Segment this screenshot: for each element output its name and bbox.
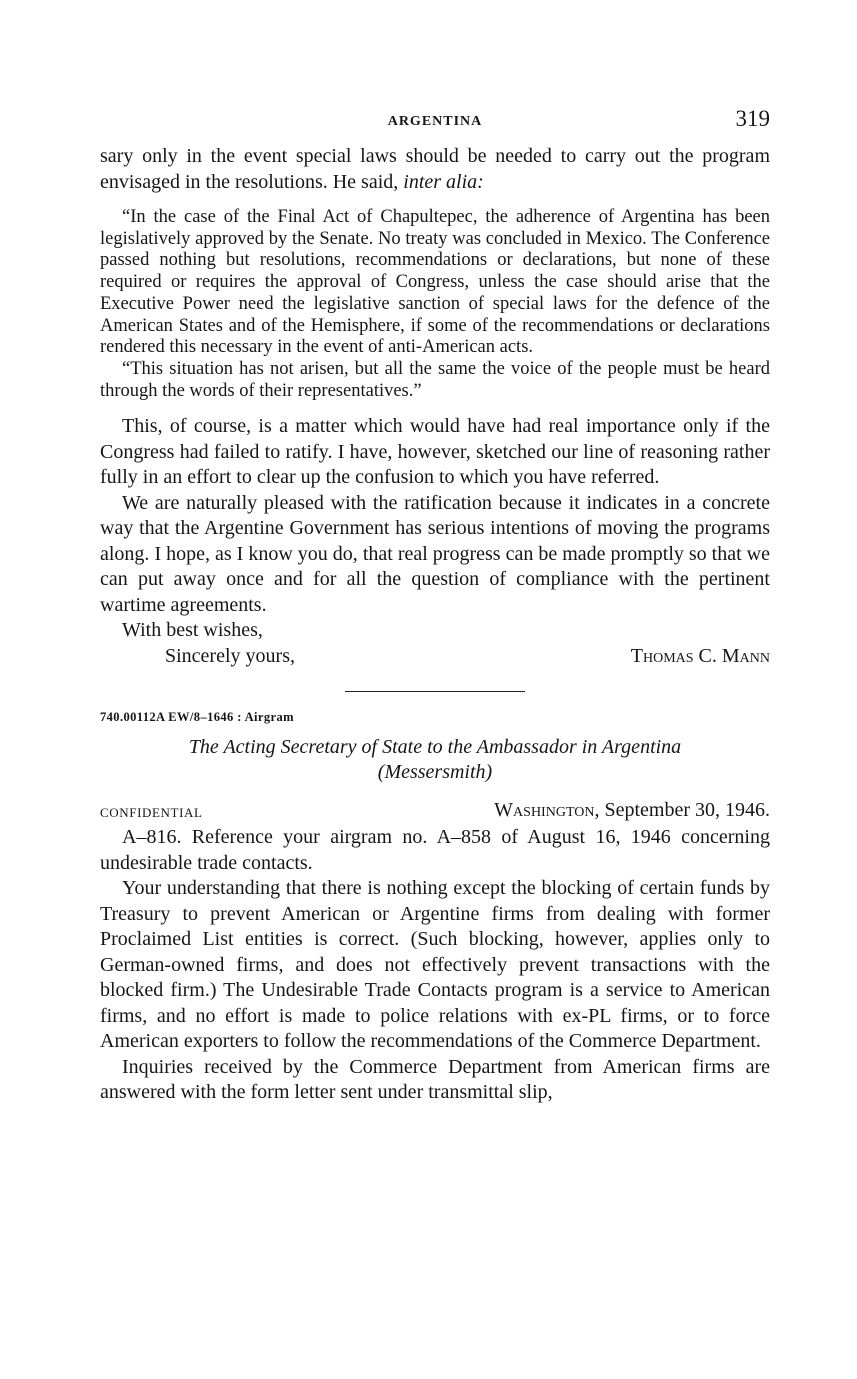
classification-label: CONFIDENTIAL <box>100 805 203 821</box>
paragraph: A–816. Reference your airgram no. A–858 of August 16, 1946 concerning undesirable trade contacts. <box>100 826 770 874</box>
sign-off-line <box>100 644 770 670</box>
salutation: With best wishes, <box>122 619 263 642</box>
page-header <box>100 106 770 138</box>
paragraph-continuation <box>100 144 770 195</box>
document-title <box>100 735 770 785</box>
date: , September 30, 1946. <box>594 799 770 822</box>
document-page <box>100 106 770 1106</box>
quoted-paragraph: “In the case of the Final Act of Chapultepec, the adherence of Argentina has been legislatively approved by the Senate. No treaty was concluded in Mexico. The Conference passed nothing but resolutions, recommendations or declarations, but none of these required or requires the approval of Congress, unless the case should arise that the Executive Power need the legislative sanction of special laws for the defence of the American States and of the Hemisphere, if some of the recommendations or declarations rendered this necessary in the event of anti-American acts. <box>100 207 770 358</box>
signature: Thomas C. Mann <box>630 644 770 667</box>
dateline <box>100 799 770 825</box>
paragraph: This, of course, is a matter which would have had real importance only if the Congress had failed to ratify. I have, however, sketched our line of reasoning rather fully in an effort to clear up the confusion to which you have referred. <box>100 415 770 489</box>
document-title-line: (Messersmith) <box>377 761 493 784</box>
place-date <box>494 799 770 822</box>
file-reference: 740.00112A EW/8–1646 : Airgram <box>100 710 294 725</box>
paragraph-continuation-text: sary only in the event special laws should be needed to carry out the program envisaged in the resolutions. He said, <box>100 145 770 193</box>
letter-closing <box>100 618 770 669</box>
running-head: ARGENTINA <box>387 114 483 129</box>
page-number: 319 <box>735 106 770 131</box>
quoted-paragraph: “This situation has not arisen, but all the same the voice of the people must be heard through the words of their representatives.” <box>100 358 770 401</box>
paragraph: Inquiries received by the Commerce Department from American firms are answered with the form letter sent under transmittal slip, <box>100 1055 770 1104</box>
inter-alia: inter alia: <box>403 170 484 193</box>
place: Washington <box>494 799 595 822</box>
paragraph: Your understanding that there is nothing except the blocking of certain funds by Treasury to prevent American or Argentine firms from dealing with former Proclaimed List entities is correct. (Such blocking, however, applies only to German-owned firms, and does not effectively prevent transactions with the blocked firm.) The Undesirable Trade Contacts program is a service to American firms, and no effort is made to police relations with ex-PL firms, or to force American exporters to follow the recommendations of the Commerce Department. <box>100 877 770 1053</box>
sign-off: Sincerely yours, <box>165 644 295 667</box>
section-divider <box>345 691 525 692</box>
paragraph: We are naturally pleased with the ratification because it indicates in a concrete way that the Argentine Government has serious intentions of moving the programs along. I hope, as I know you do, that real progress can be made promptly so that we can put away once and for all the question of compliance with the pertinent wartime agreements. <box>100 491 770 616</box>
document-title-line: The Acting Secretary of State to the Ambassador in Argentina <box>188 736 682 759</box>
